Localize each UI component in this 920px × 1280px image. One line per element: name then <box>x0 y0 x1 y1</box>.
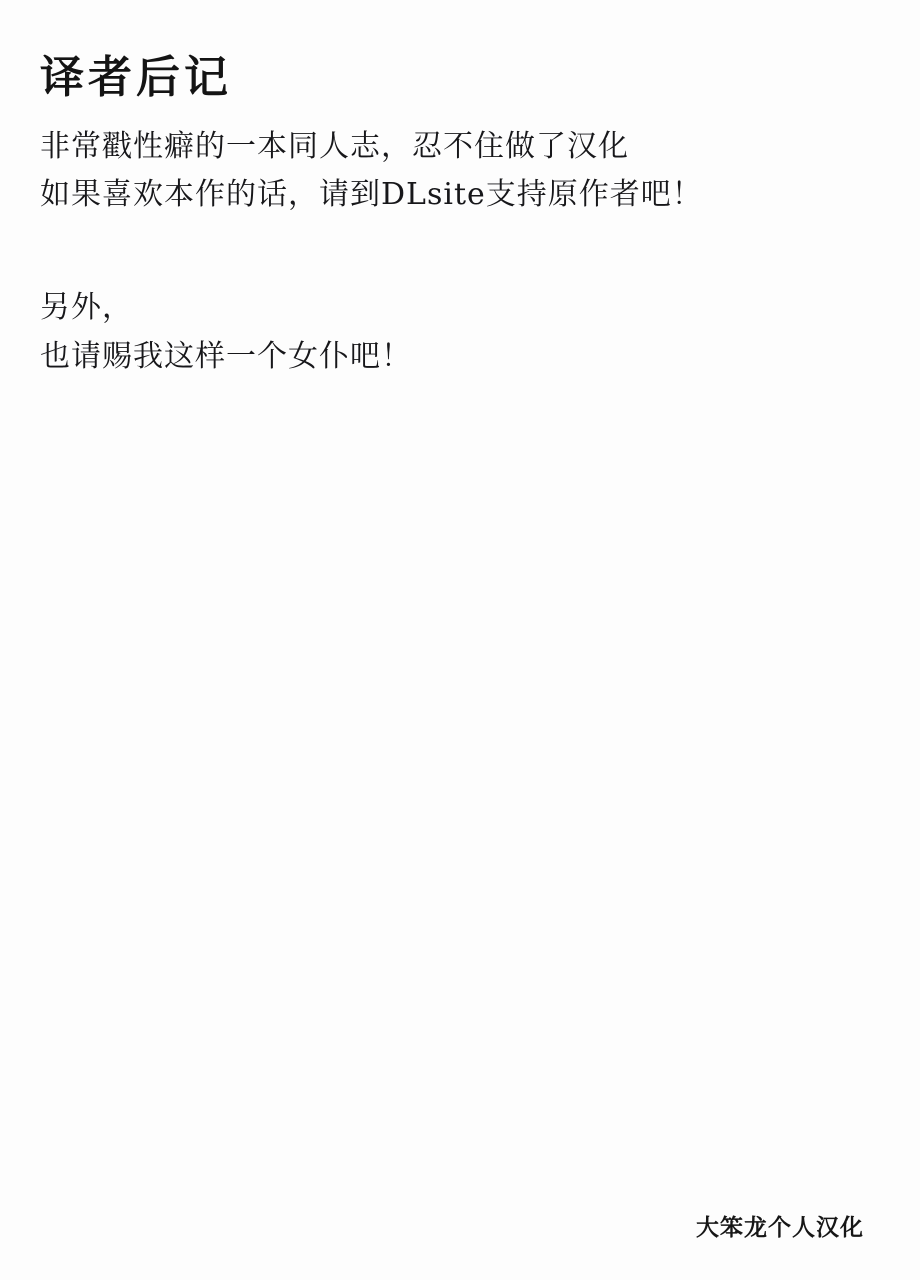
paragraph-line: 非常戳性癖的一本同人志，忍不住做了汉化 <box>40 128 629 164</box>
paragraph-block-two <box>40 284 880 381</box>
paragraph-line: 也请赐我这样一个女仆吧！ <box>40 338 412 374</box>
paragraph-spacer <box>40 220 880 284</box>
paragraph-block-one <box>40 123 880 220</box>
document-content <box>40 52 880 381</box>
translator-credit: 大笨龙个人汉化 <box>696 1214 864 1241</box>
page-title: 译者后记 <box>40 52 232 103</box>
paragraph-line: 如果喜欢本作的话，请到DLsite支持原作者吧！ <box>40 177 703 213</box>
paragraph-line: 另外， <box>40 289 133 325</box>
